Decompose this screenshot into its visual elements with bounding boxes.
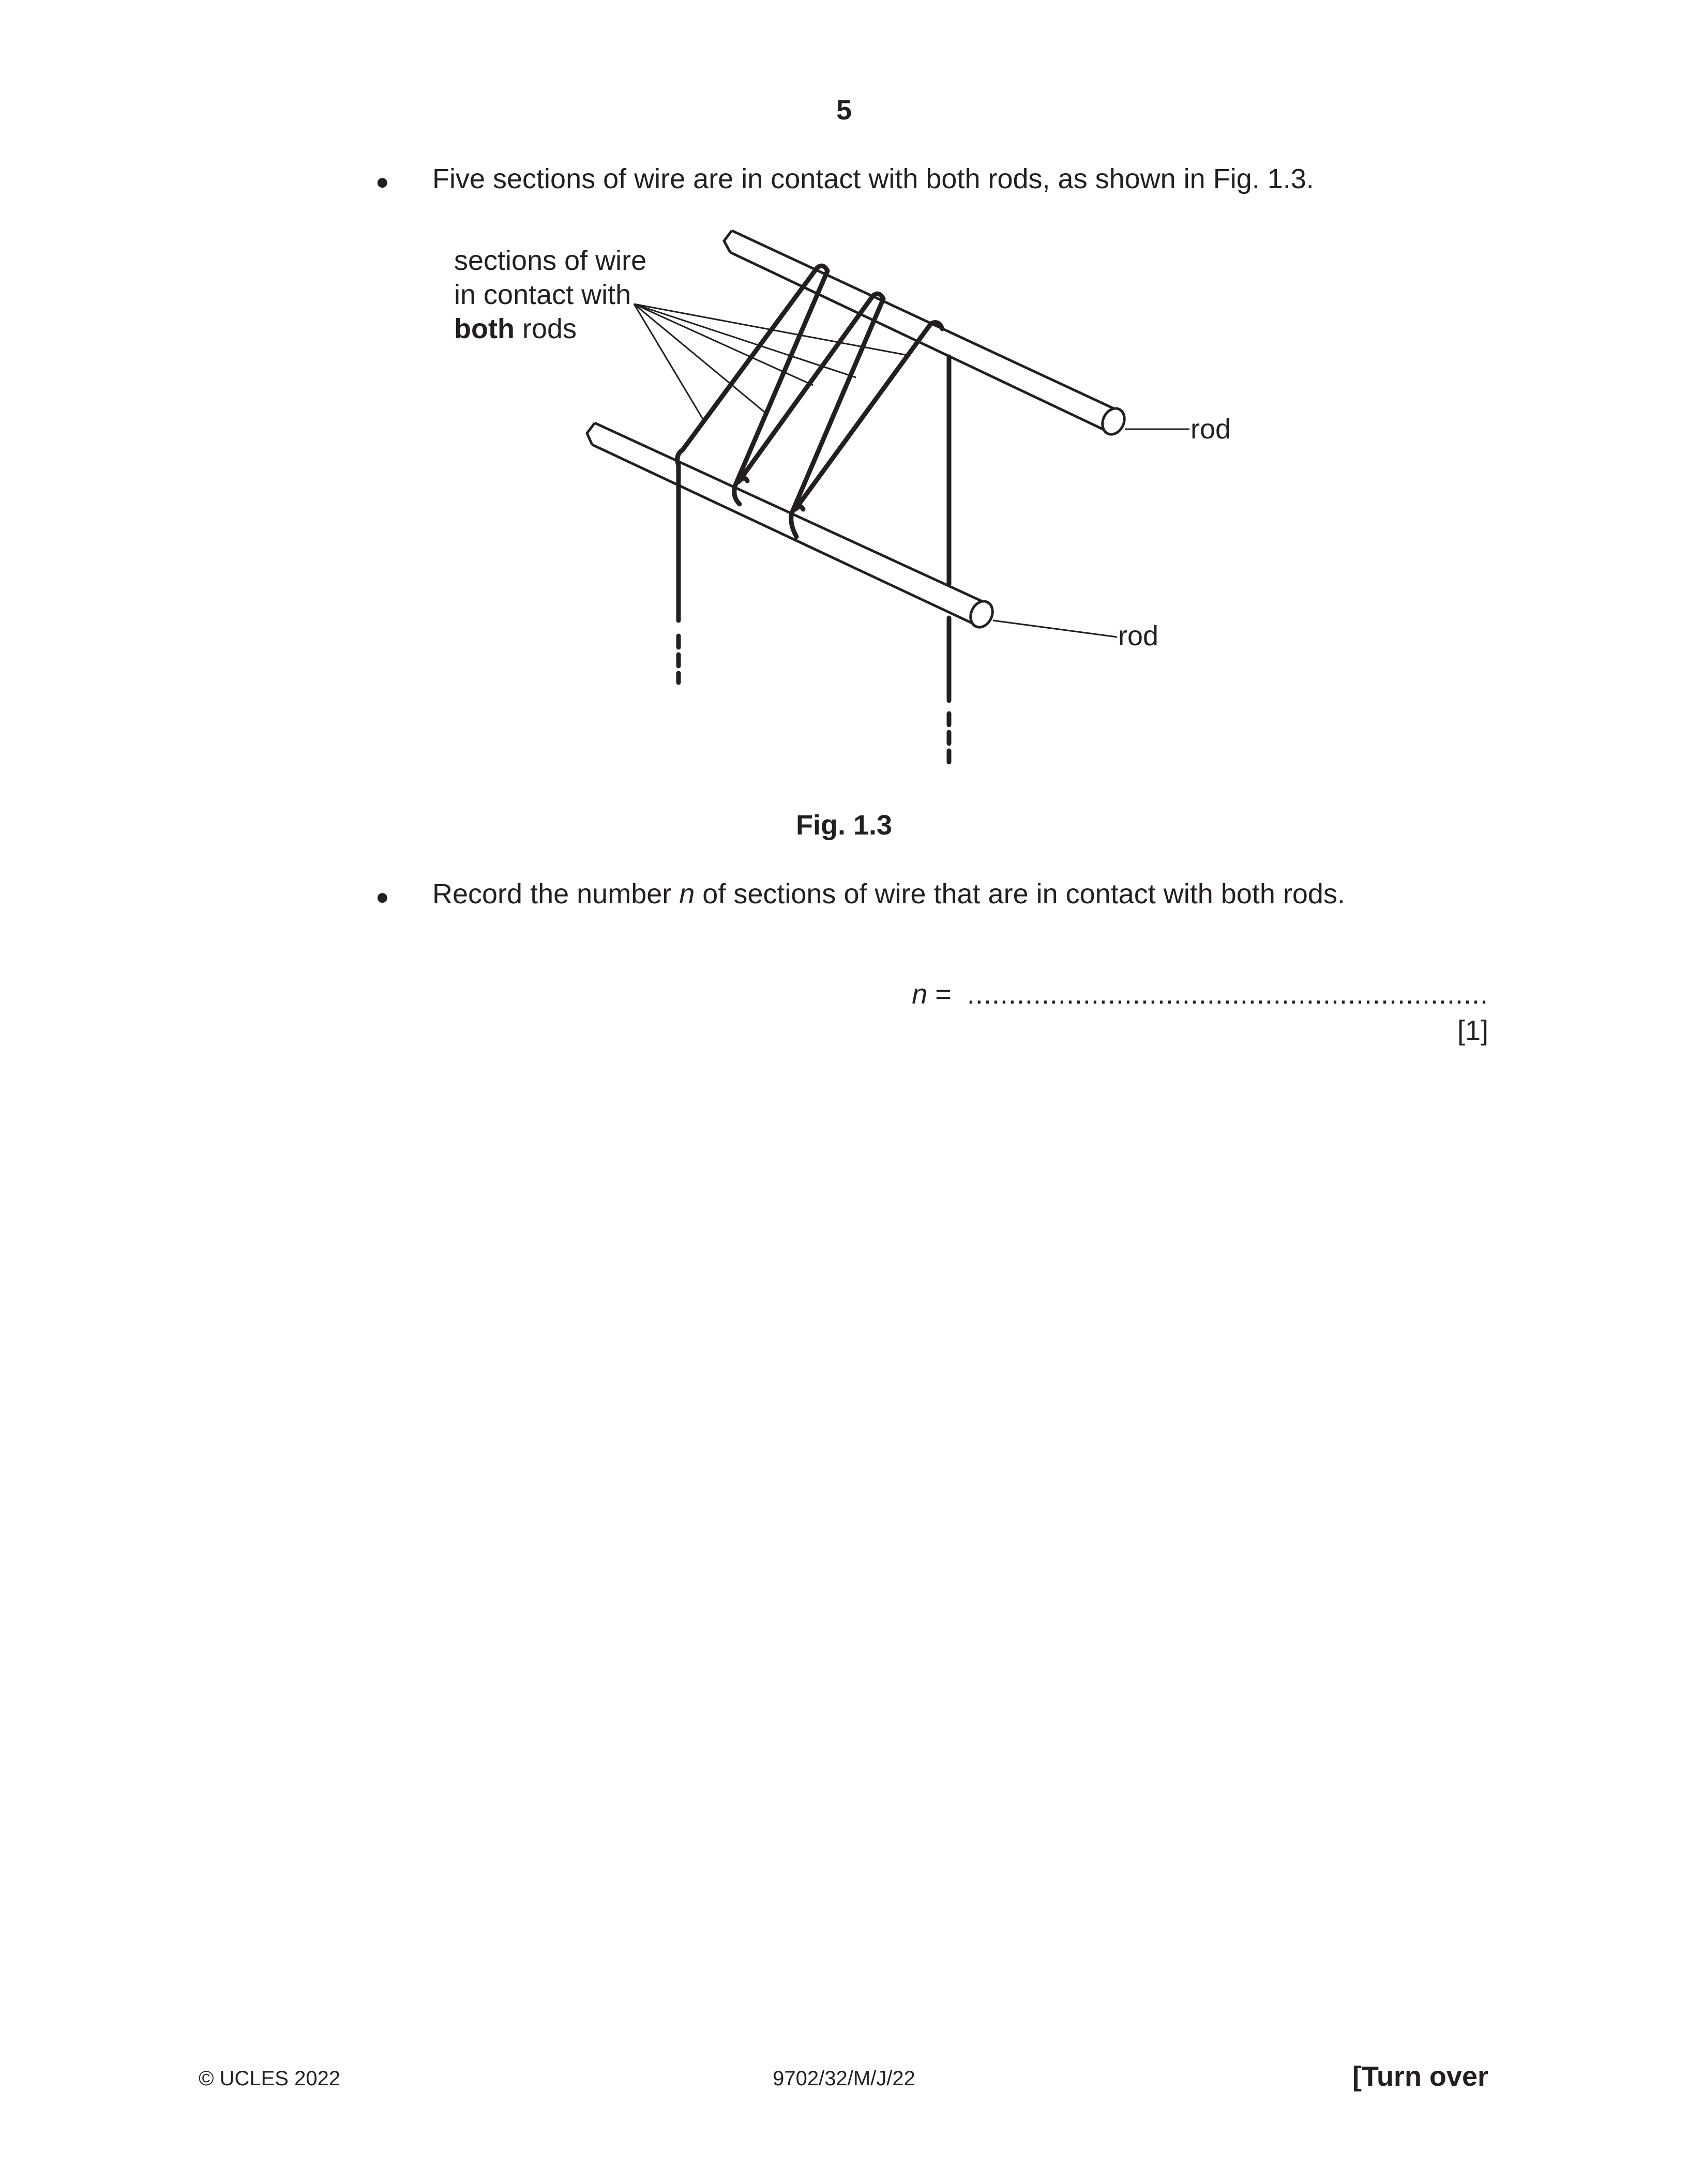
bullet-marker-2: ● xyxy=(375,884,389,909)
figure-label-bold-word: both xyxy=(454,313,515,344)
answer-line[interactable] xyxy=(912,978,1488,1010)
figure-label-line-2: in contact with xyxy=(454,279,631,310)
wire-sections xyxy=(677,266,949,765)
answer-variable: n xyxy=(912,979,928,1010)
figure-label-rest: rods xyxy=(514,313,577,344)
footer-turn-over: [Turn over xyxy=(1352,2061,1488,2092)
figure-label-line-1: sections of wire xyxy=(454,245,647,276)
figure-caption: Fig. 1.3 xyxy=(795,810,893,841)
answer-dots-field[interactable]: ............................................................... xyxy=(967,979,1488,1010)
rod-label-upper: rod xyxy=(1190,414,1231,445)
footer-copyright: © UCLES 2022 xyxy=(199,2067,341,2090)
bullet-marker: ● xyxy=(375,169,389,194)
bullet-2-text-before: Record the number xyxy=(432,878,680,909)
upper-rod xyxy=(724,231,1128,438)
figure-label-line-3 xyxy=(454,313,577,344)
rod-label-lower: rod xyxy=(1118,620,1159,651)
marks-allocation: [1] xyxy=(1457,1015,1488,1046)
page-number: 5 xyxy=(836,95,852,126)
bullet-2-text-after: of sections of wire that are in contact with both rods. xyxy=(695,878,1345,909)
bullet-2-variable: n xyxy=(679,878,695,909)
bullet-1-text: Five sections of wire are in contact with both rods, as shown in Fig. 1.3. xyxy=(432,163,1314,194)
rod-leader-lines xyxy=(993,429,1189,637)
answer-equals: = xyxy=(927,979,967,1010)
bullet-2-text xyxy=(432,878,1345,910)
footer-paper-code: 9702/32/M/J/22 xyxy=(773,2067,915,2090)
